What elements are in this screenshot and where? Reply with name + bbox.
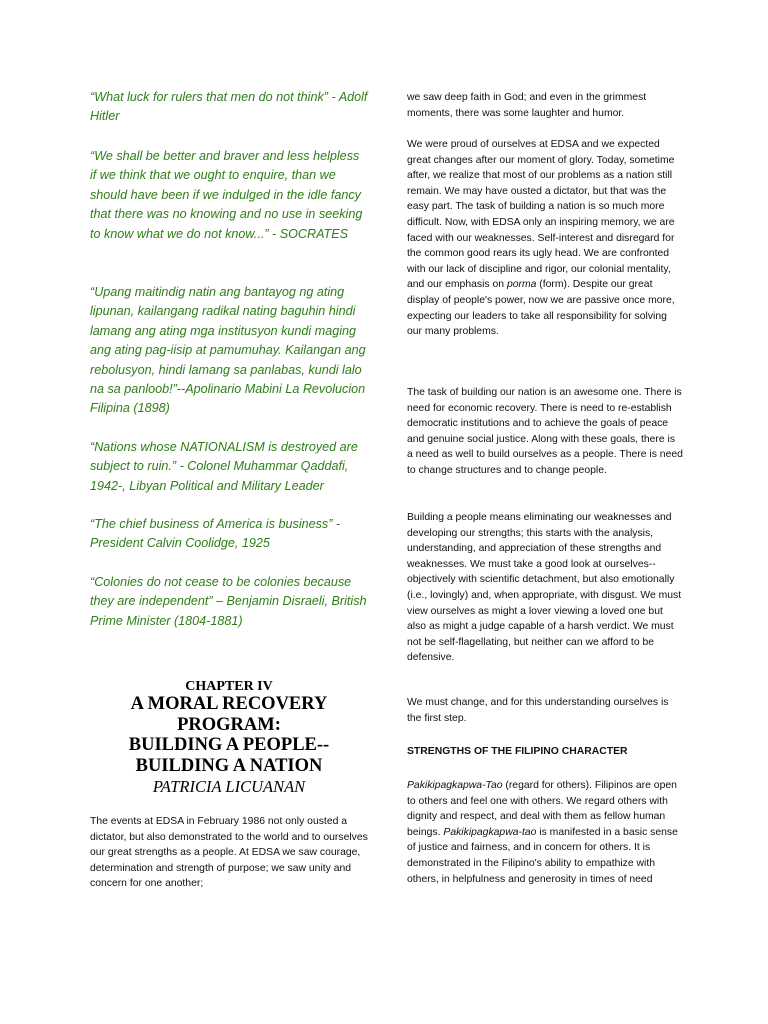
chapter-title-line: BUILDING A PEOPLE-- <box>128 735 330 755</box>
body-paragraph <box>407 137 683 340</box>
body-paragraph: The task of building our nation is an awesome one. There is need for economic recovery. There is need to re-establish democratic institutions and to achieve the goals of peace and genuine social justice. Along with these goals, there is a need as well to build ourselves as a people. There is need to change structures and to change people. <box>407 387 683 476</box>
paragraph-text: (regard for others). Filipinos are open to others and feel one with others. We regard others with dignity and respect, and deal with them as fellow human beings. <box>407 780 677 838</box>
italic-term: Pakikipagkapwa-tao <box>443 826 537 838</box>
body-paragraph <box>407 778 683 887</box>
section-heading: STRENGTHS OF THE FILIPINO CHARACTER <box>407 746 628 757</box>
chapter-title-line: PROGRAM: <box>177 714 281 735</box>
paragraph-text: (form). Despite our great display of people's power, now we are passive once more, expecting our leaders to take all responsibility for solving our many problems. <box>407 279 675 338</box>
paragraph-text: We were proud of ourselves at EDSA and we expected great changes after our moment of glory. Today, sometime after, we realize that most of our problems as a nation still remain. We may have ousted a dictator, but that was the easy part. The task of building a nation is so much more difficult. Now, with EDSA only an inspiring memory, we are faced with our weaknesses. Self-interest and disregard for the common good rears its ugly head. We are confronted with our lack of discipline and rigor, our colonial mentality, and our emphasis on <box>407 139 675 291</box>
chapter-title-line: BUILDING A NATION <box>135 755 323 776</box>
chapter-title-line: A MORAL RECOVERY <box>130 694 328 714</box>
body-paragraph: we saw deep faith in God; and even in the grimmest moments, there was some laughter and humor. <box>407 92 647 119</box>
quote-qaddafi: “Nations whose NATIONALISM is destroyed are subject to ruin.” - Colonel Muhammar Qaddafi, 1942-, Libyan Political and Military Leader <box>90 440 358 493</box>
quote-coolidge: “The chief business of America is business” - President Calvin Coolidge, 1925 <box>90 517 341 551</box>
quote-disraeli: “Colonies do not cease to be colonies because they are independent” – Benjamin Disraeli, British Prime Minister (1804-1881) <box>90 575 367 628</box>
chapter-author: PATRICIA LICUANAN <box>152 777 306 796</box>
quote-hitler: “What luck for rulers that men do not think” - Adolf Hitler <box>90 90 368 124</box>
body-paragraph: The events at EDSA in February 1986 not only ousted a dictator, but also demonstrated to the world and to ourselves our great strengths as a people. At EDSA we saw courage, determination and strength of purpose; we saw unity and concern for one another; <box>90 816 368 890</box>
italic-term: porma <box>506 279 537 291</box>
italic-term: Pakikipagkapwa-Tao <box>407 780 503 791</box>
chapter-title <box>90 694 368 776</box>
body-paragraph: We must change, and for this understanding ourselves is the first step. <box>407 697 669 724</box>
paragraph-text: is manifested in a basic sense of justice and fairness, and in concern for others. It is demonstrated in the Filipino's ability to empathize with others, in helpfulness and generosity in times of need <box>407 826 678 885</box>
quote-mabini: “Upang maitindig natin ang bantayog ng ating lipunan, kailangang radikal nating baguhin hindi lamang ang ating mga institusyon kundi maging ang ating pag-iisip at pamumuhay. Kailangan ang rebolusyon, hindi lamang sa panlabas, kundi lalo na sa panloob!”--Apolinario Mabini La Revolucion Filipina (1898) <box>90 285 366 416</box>
quote-socrates: “We shall be better and braver and less helpless if we think that we ought to enquire, than we should have been if we indulged in the idle fancy that there was no knowing and no use in seeking to know what we do not know...” - SOCRATES <box>90 149 363 241</box>
chapter-label: CHAPTER IV <box>185 679 273 694</box>
body-paragraph: Building a people means eliminating our weaknesses and developing our strengths; this starts with the analysis, understanding, and appreciation of these strengths and weaknesses. We must take a good look at ourselves--objectively with scientific detachment, but also emotionally (i.e., lovingly) and, when appropriate, with disgust. We must view ourselves as might a lover viewing a loved one but also as might a judge capable of a harsh verdict. We must not be self-flagellating, but neither can we afford to be defensive. <box>407 512 682 664</box>
